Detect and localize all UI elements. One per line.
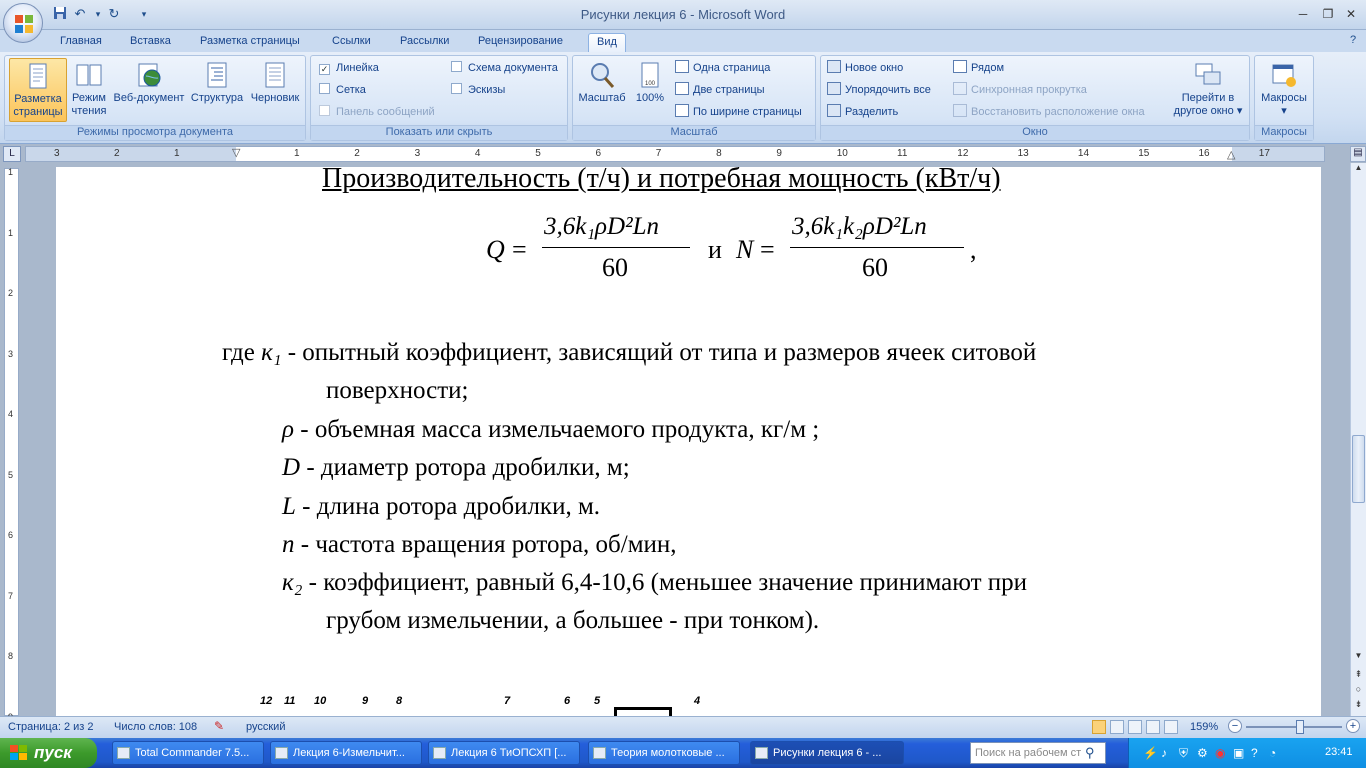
side-by-side-button[interactable]	[953, 59, 1004, 77]
minimize-button[interactable]: ─	[1298, 7, 1308, 21]
reading-label-2: чтения	[71, 105, 107, 117]
figure-fragment	[252, 693, 712, 716]
ruler-margin-right	[1232, 147, 1324, 161]
zoom-100-icon	[635, 60, 665, 90]
task-label: Теория молотковые ...	[611, 747, 725, 759]
definition-d: - диаметр ротора дробилки, м;	[300, 454, 630, 481]
proofing-icon[interactable]: ✎	[214, 719, 225, 733]
ruler-tick-label: 2	[114, 148, 120, 159]
figure-label: 5	[594, 695, 601, 707]
macros-icon	[1269, 60, 1299, 90]
draft-icon	[260, 60, 290, 90]
vertical-scrollbar[interactable]	[1350, 163, 1366, 716]
group-title-macros: Макросы	[1255, 125, 1313, 140]
figure-housing	[614, 707, 672, 716]
search-icon[interactable]: ⚲	[1085, 745, 1095, 760]
tray-shield-icon[interactable]: ⛨	[1179, 746, 1189, 760]
customize-qat-icon[interactable]: ▾	[141, 9, 147, 19]
ruler-check-icon: ✓	[320, 64, 329, 74]
close-button[interactable]: ✕	[1345, 7, 1357, 21]
zoom-slider[interactable]	[1246, 726, 1342, 728]
status-word-count[interactable]: Число слов: 108	[114, 721, 198, 733]
definition-k2-continued: грубом измельчении, а большее - при тонком).	[326, 607, 820, 634]
switch-label-1: Перейти в	[1181, 92, 1235, 104]
task-label: Total Commander 7.5...	[135, 747, 250, 759]
draft-button[interactable]	[247, 58, 303, 122]
tab-references[interactable]: Ссылки	[332, 35, 371, 47]
zoom-label: Масштаб	[578, 92, 626, 104]
web-layout-button[interactable]	[111, 58, 187, 122]
arrange-all-label: Упорядочить все	[845, 84, 931, 96]
reading-mode-icon	[74, 60, 104, 90]
definition-rho: - объемная масса измельчаемого продукта, кг/м ;	[294, 416, 820, 443]
reset-position-label: Восстановить расположение окна	[971, 106, 1145, 118]
ruler-tick-label: 9	[776, 148, 782, 159]
sync-scroll-icon	[953, 82, 967, 95]
zoom-100-button[interactable]	[631, 58, 669, 122]
definition-line-d	[282, 454, 630, 482]
horizontal-ruler[interactable]	[25, 146, 1325, 162]
taskbar-item-lecture-6[interactable]	[270, 741, 422, 765]
figure-label: 9	[362, 695, 369, 707]
doc-map-label: Схема документа	[468, 62, 558, 74]
word-doc-icon	[593, 747, 606, 759]
one-page-icon	[675, 60, 689, 73]
magnifier-icon	[587, 60, 617, 90]
browse-object-icon[interactable]: ○	[1355, 684, 1362, 694]
formula-n: N	[736, 235, 754, 264]
search-placeholder: Поиск на рабочем ст	[975, 747, 1082, 759]
tab-selector[interactable]: L	[3, 146, 21, 162]
ribbon-tabs	[0, 30, 1366, 52]
document-map-checkbox[interactable]	[451, 59, 558, 77]
word-doc-icon	[433, 747, 446, 759]
status-page[interactable]: Страница: 2 из 2	[8, 721, 94, 733]
taskbar-item-total-commander[interactable]	[112, 741, 264, 765]
undo-icon[interactable]: ↶	[74, 6, 86, 21]
gridlines-check-icon	[319, 83, 330, 94]
ruler-tick-label: 1	[294, 148, 300, 159]
ruler-tick-label: 6	[595, 148, 602, 159]
new-window-label: Новое окно	[845, 62, 904, 74]
thumbnails-check-icon	[451, 83, 462, 94]
tray-help-icon[interactable]: ?	[1251, 746, 1258, 760]
definition-line-n	[282, 531, 677, 559]
vruler-tick-label: 5	[8, 469, 14, 480]
task-label: Лекция 6-Измельчит...	[293, 747, 405, 759]
symbol-k1: к₁	[261, 339, 282, 366]
page-width-icon	[675, 104, 689, 117]
symbol-d: D	[282, 454, 301, 481]
fraction-bar-2	[790, 247, 964, 248]
figure-label: 7	[504, 695, 511, 707]
next-page-icon[interactable]: ⇟	[1354, 699, 1363, 709]
zoom-out-icon[interactable]: −	[1228, 719, 1242, 733]
ruler-tick-label: 12	[957, 148, 969, 159]
clock[interactable]: 23:41	[1325, 746, 1353, 758]
figure-label: 6	[564, 695, 571, 707]
tab-page-layout[interactable]: Разметка страницы	[200, 35, 300, 47]
vruler-tick-label: 8	[8, 651, 14, 661]
switch-windows-button[interactable]	[1171, 58, 1245, 122]
outline-label: Структура	[190, 92, 244, 104]
tray-record-icon[interactable]: ◉	[1215, 746, 1226, 760]
windows-logo-icon	[10, 745, 28, 761]
formula-numerator-2: 3,6k₁k₂ρD²Ln	[792, 213, 927, 240]
sync-scroll-label: Синхронная прокрутка	[971, 84, 1087, 96]
restore-button[interactable]: ❐	[1322, 7, 1334, 21]
taskbar	[0, 738, 1366, 768]
definition-k1-continued: поверхности;	[326, 377, 469, 404]
group-title-zoom: Масштаб	[573, 125, 815, 140]
switch-label-2: другое окно	[1173, 105, 1234, 117]
document-heading: Производительность (т/ч) и потребная мощность (кВт/ч)	[322, 167, 1001, 194]
side-by-side-icon	[953, 60, 967, 73]
reset-position-icon	[953, 104, 967, 117]
start-button[interactable]	[0, 738, 97, 768]
macros-dropdown-icon: ▾	[1281, 105, 1287, 117]
tray-speaker-icon[interactable]: ♪	[1161, 746, 1167, 760]
definition-line-l	[282, 493, 600, 521]
formula-numerator-1: 3,6k₁ρD²Ln	[544, 213, 659, 240]
zoom-in-icon[interactable]: +	[1346, 719, 1360, 733]
side-by-side-label: Рядом	[971, 62, 1005, 74]
figure-label: 11	[284, 695, 296, 707]
doc-map-check-icon	[451, 61, 462, 72]
group-zoom	[572, 55, 816, 141]
thumbnails-label: Эскизы	[468, 84, 506, 96]
taskbar-item-hammer-theory[interactable]	[588, 741, 740, 765]
definition-l: - длина ротора дробилки, м.	[295, 493, 601, 520]
formula-eq: =	[512, 235, 527, 264]
tab-home[interactable]: Главная	[60, 35, 102, 47]
scroll-up-icon[interactable]: ▲	[1354, 163, 1363, 172]
formula-denominator-1: 60	[602, 253, 628, 282]
scroll-down-icon[interactable]: ▼	[1354, 651, 1363, 660]
vruler-tick-label: 4	[8, 409, 14, 419]
web-layout-label: Веб-документ	[113, 92, 185, 104]
vruler-tick-label: 3	[8, 348, 14, 359]
document-page[interactable]	[56, 167, 1321, 716]
outline-button[interactable]	[189, 58, 245, 122]
vruler-tick-label: 7	[8, 590, 14, 601]
ruler-tick-label: 14	[1077, 148, 1090, 159]
zoom-slider-thumb[interactable]	[1296, 720, 1304, 734]
formula-eq-2: =	[760, 235, 775, 264]
ruler-tick-label: 4	[474, 148, 481, 159]
ruler-checkbox[interactable]	[319, 59, 379, 77]
one-page-button[interactable]	[675, 59, 770, 77]
page-width-button[interactable]	[675, 103, 802, 121]
task-label: Рисунки лекция 6 - ...	[773, 747, 882, 759]
gridlines-label: Сетка	[336, 84, 366, 96]
tray-network-icon[interactable]: ⚡	[1143, 746, 1158, 760]
figure-label: 8	[396, 695, 403, 707]
ruler-tick-label: 7	[655, 148, 662, 159]
figure-label: 10	[314, 695, 327, 707]
taskbar-item-figures-lecture-6[interactable]	[750, 741, 904, 765]
symbol-rho: ρ	[282, 416, 294, 443]
message-bar-check-icon	[319, 105, 330, 116]
window-title: Рисунки лекция 6 - Microsoft Word	[580, 7, 786, 22]
ruler-label: Линейка	[336, 62, 379, 74]
fraction-bar-1	[542, 247, 690, 248]
reset-position-button	[953, 103, 1145, 121]
ruler-tick-label: 2	[354, 148, 360, 159]
word-doc-icon	[755, 747, 768, 759]
ruler-tick-label: 10	[836, 148, 848, 159]
ruler-tick-label: 17	[1258, 148, 1270, 159]
web-globe-icon	[134, 60, 164, 90]
draft-view-icon[interactable]	[1164, 720, 1178, 734]
split-button[interactable]	[827, 103, 898, 121]
tray-display-icon[interactable]: ▣	[1233, 746, 1245, 760]
tab-view[interactable]: Вид	[588, 33, 626, 52]
message-bar-label: Панель сообщений	[336, 106, 435, 118]
message-bar-checkbox	[319, 103, 435, 121]
ruler-tick-label: 11	[897, 148, 908, 159]
prev-page-icon[interactable]: ⇞	[1354, 669, 1363, 679]
group-title-views: Режимы просмотра документа	[5, 125, 305, 140]
right-indent-marker[interactable]: △	[1227, 149, 1236, 161]
figure-label: 4	[694, 695, 701, 707]
two-pages-icon	[675, 82, 689, 95]
tray-settings-icon[interactable]: ⚙	[1197, 746, 1208, 760]
group-macros	[1254, 55, 1314, 141]
app-icon	[117, 747, 130, 759]
thumbnails-checkbox[interactable]	[451, 81, 505, 99]
print-layout-icon	[23, 61, 53, 91]
definition-k2: - коэффициент, равный 6,4-10,6 (меньшее значение принимают при	[302, 569, 1028, 596]
status-bar	[0, 716, 1366, 738]
switch-dropdown-icon: ▾	[1233, 105, 1243, 117]
ruler-tick-label: 13	[1017, 148, 1029, 159]
tab-mailings[interactable]: Рассылки	[400, 35, 450, 47]
print-layout-button[interactable]	[9, 58, 67, 122]
macros-button[interactable]	[1257, 58, 1311, 122]
formula	[486, 211, 986, 291]
switch-windows-icon	[1193, 60, 1223, 90]
group-title-window: Окно	[821, 125, 1249, 140]
vruler-tick-label: 6	[8, 530, 14, 540]
ruler-tick-label: 5	[535, 148, 541, 159]
group-window	[820, 55, 1250, 141]
new-window-icon	[827, 60, 841, 73]
status-language[interactable]: русский	[246, 721, 286, 733]
vruler-tick-label: 2	[8, 288, 14, 298]
zoom-level[interactable]: 159%	[1190, 721, 1219, 733]
ruler-tick-label: 8	[716, 148, 722, 159]
macros-label: Макросы	[1261, 92, 1307, 104]
redo-icon[interactable]: ↻	[108, 6, 120, 21]
svg-text:100: 100	[645, 81, 656, 87]
ruler-tick-label: 15	[1138, 148, 1150, 159]
vruler-tick-label: 1	[8, 167, 14, 177]
new-window-button[interactable]	[827, 59, 903, 77]
scroll-thumb[interactable]	[1352, 435, 1365, 503]
title-bar	[0, 0, 1366, 30]
zoom-button[interactable]	[577, 58, 627, 122]
view-ruler-icon[interactable]: ▤	[1350, 146, 1366, 162]
web-view-icon[interactable]	[1128, 720, 1142, 734]
definition-line-rho	[282, 416, 819, 444]
one-page-label: Одна страница	[693, 62, 771, 74]
print-layout-label-1: Разметка	[14, 93, 62, 105]
outline-icon	[202, 60, 232, 90]
formula-and: и	[708, 235, 722, 264]
vertical-ruler[interactable]	[4, 168, 19, 716]
reading-label-1: Режим	[72, 92, 106, 104]
first-line-indent-marker[interactable]: ▽	[232, 147, 241, 159]
symbol-n: n	[282, 531, 295, 558]
arrange-all-icon	[827, 82, 841, 95]
two-pages-label: Две страницы	[693, 84, 765, 96]
print-layout-label-2: страницы	[13, 106, 63, 118]
task-label: Лекция 6 ТиОПСХП [...	[451, 747, 567, 759]
formula-q: Q	[486, 235, 505, 264]
group-show-hide	[310, 55, 568, 141]
ribbon	[0, 52, 1366, 144]
tray-clock-app-icon[interactable]: ◔	[1269, 746, 1277, 760]
desktop-search-input[interactable]	[970, 742, 1106, 764]
ruler-tick-label: 3	[54, 148, 60, 159]
formula-denominator-2: 60	[862, 253, 888, 282]
sync-scroll-button	[953, 81, 1087, 99]
page-width-label: По ширине страницы	[693, 106, 802, 118]
undo-dropdown-icon[interactable]: ▾	[95, 9, 101, 19]
definition-k1: - опытный коэффициент, зависящий от типа и размеров ячеек ситовой	[281, 339, 1037, 366]
reading-view-icon[interactable]	[1110, 720, 1124, 734]
definition-n: - частота вращения ротора, об/мин,	[294, 531, 677, 558]
print-layout-view-icon[interactable]	[1092, 720, 1106, 734]
group-document-views	[4, 55, 306, 141]
system-tray	[1128, 738, 1366, 768]
word-doc-icon	[275, 747, 288, 759]
ruler-tick-label: 16	[1198, 148, 1210, 159]
formula-comma: ,	[970, 235, 977, 264]
group-title-show-hide: Показать или скрыть	[311, 125, 567, 140]
symbol-l: L	[282, 493, 296, 520]
ruler-tick-label: 1	[174, 148, 180, 159]
split-icon	[827, 104, 841, 117]
office-button[interactable]	[3, 3, 43, 43]
definition-line-k2	[282, 569, 1027, 597]
full-screen-reading-button[interactable]	[69, 58, 109, 122]
arrange-all-button[interactable]	[827, 81, 931, 99]
save-icon[interactable]	[52, 6, 68, 22]
symbol-k2: к₂	[282, 569, 303, 596]
figure-label: 12	[260, 695, 273, 707]
split-label: Разделить	[845, 106, 899, 118]
vruler-tick-label: 1	[8, 227, 14, 238]
zoom-100-label: 100%	[635, 92, 665, 104]
two-pages-button[interactable]	[675, 81, 765, 99]
where-word: где	[222, 339, 255, 366]
gridlines-checkbox[interactable]	[319, 81, 366, 99]
tab-review[interactable]: Рецензирование	[478, 35, 563, 47]
office-logo-icon	[14, 14, 34, 34]
start-label: пуск	[34, 743, 72, 762]
outline-view-icon[interactable]	[1146, 720, 1160, 734]
where-line	[222, 339, 1036, 367]
draft-label: Черновик	[250, 92, 300, 104]
tab-insert[interactable]: Вставка	[130, 35, 171, 47]
taskbar-item-lecture-6-tiopskhp[interactable]	[428, 741, 580, 765]
ruler-tick-label: 3	[414, 148, 421, 159]
help-icon[interactable]: ?	[1350, 34, 1357, 46]
